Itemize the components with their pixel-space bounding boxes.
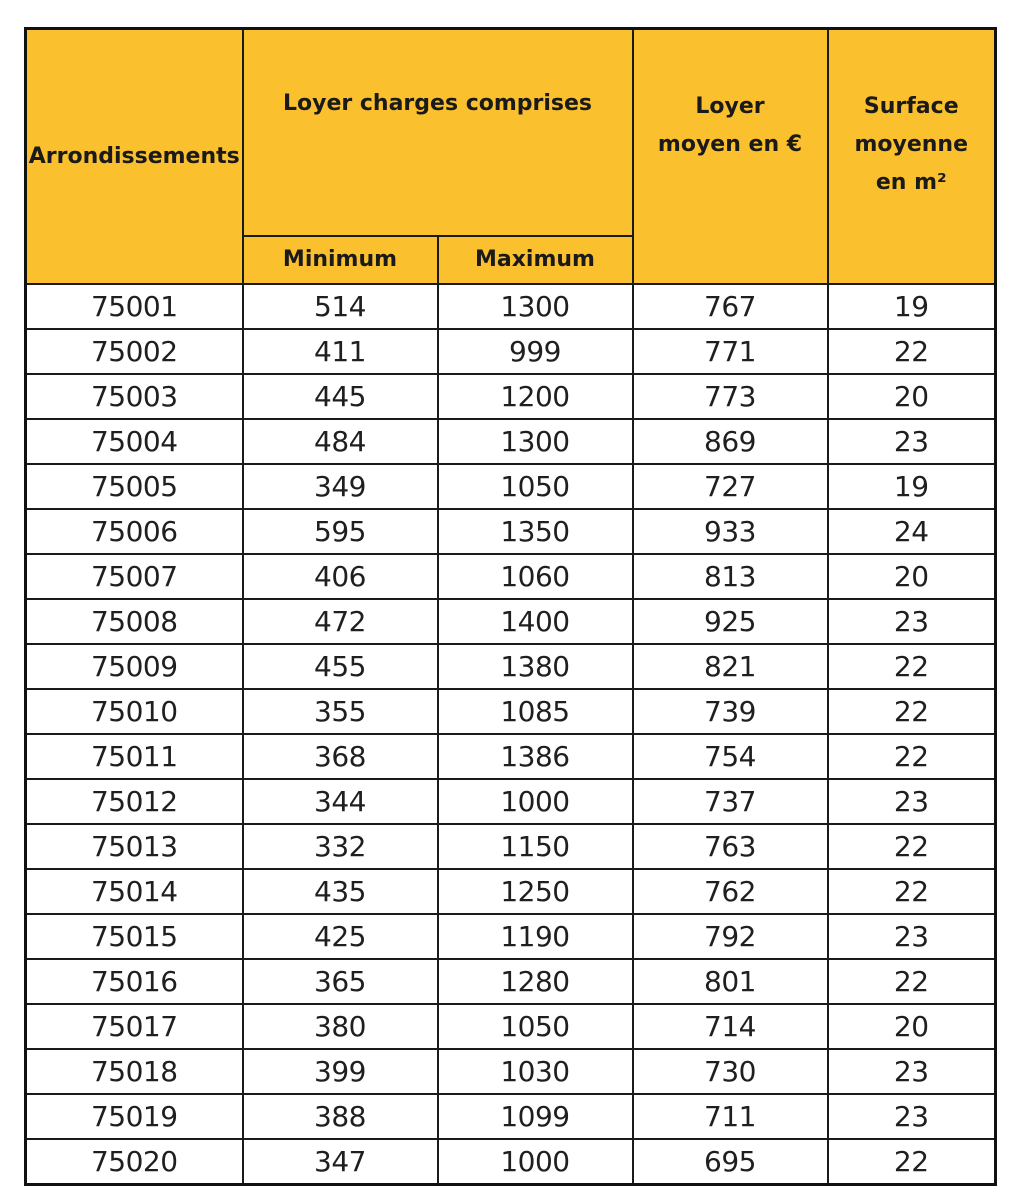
cell-maximum: 1400 xyxy=(438,599,633,644)
table-row xyxy=(26,464,996,509)
cell-minimum: 368 xyxy=(243,734,438,779)
cell-arrondissement: 75005 xyxy=(26,464,243,509)
header-loyer-charges xyxy=(243,29,633,237)
cell-loyer-moyen: 767 xyxy=(633,284,828,329)
cell-maximum: 1300 xyxy=(438,284,633,329)
table-row xyxy=(26,824,996,869)
cell-surface: 20 xyxy=(828,374,996,419)
cell-maximum: 1000 xyxy=(438,1139,633,1185)
cell-arrondissement: 75019 xyxy=(26,1094,243,1139)
cell-loyer-moyen: 727 xyxy=(633,464,828,509)
cell-loyer-moyen: 813 xyxy=(633,554,828,599)
cell-minimum: 472 xyxy=(243,599,438,644)
cell-minimum: 388 xyxy=(243,1094,438,1139)
table-row xyxy=(26,959,996,1004)
cell-loyer-moyen: 695 xyxy=(633,1139,828,1185)
rent-table-container xyxy=(24,27,994,1186)
cell-arrondissement: 75009 xyxy=(26,644,243,689)
cell-minimum: 406 xyxy=(243,554,438,599)
cell-loyer-moyen: 821 xyxy=(633,644,828,689)
cell-maximum: 1200 xyxy=(438,374,633,419)
cell-loyer-moyen: 739 xyxy=(633,689,828,734)
cell-minimum: 344 xyxy=(243,779,438,824)
cell-surface: 23 xyxy=(828,914,996,959)
table-row xyxy=(26,1094,996,1139)
cell-minimum: 425 xyxy=(243,914,438,959)
cell-maximum: 1085 xyxy=(438,689,633,734)
cell-maximum: 1350 xyxy=(438,509,633,554)
cell-maximum: 1380 xyxy=(438,644,633,689)
header-row xyxy=(26,29,996,237)
cell-maximum: 1050 xyxy=(438,1004,633,1049)
table-row xyxy=(26,509,996,554)
cell-loyer-moyen: 711 xyxy=(633,1094,828,1139)
cell-surface: 23 xyxy=(828,419,996,464)
cell-surface: 23 xyxy=(828,779,996,824)
table-body xyxy=(26,284,996,1185)
header-loyer-charges-label: Loyer charges comprises xyxy=(282,91,593,116)
cell-maximum: 1099 xyxy=(438,1094,633,1139)
header-surface-line3: en m² xyxy=(875,170,947,195)
cell-arrondissement: 75003 xyxy=(26,374,243,419)
header-surface xyxy=(828,29,996,285)
header-maximum xyxy=(438,236,633,284)
cell-arrondissement: 75010 xyxy=(26,689,243,734)
cell-maximum: 999 xyxy=(438,329,633,374)
cell-arrondissement: 75012 xyxy=(26,779,243,824)
header-loyer-moyen-line2: moyen en € xyxy=(657,132,803,157)
table-row xyxy=(26,689,996,734)
cell-arrondissement: 75006 xyxy=(26,509,243,554)
cell-surface: 22 xyxy=(828,824,996,869)
table-row xyxy=(26,869,996,914)
table-row xyxy=(26,284,996,329)
header-arrondissements xyxy=(26,29,243,285)
cell-surface: 24 xyxy=(828,509,996,554)
cell-minimum: 399 xyxy=(243,1049,438,1094)
cell-arrondissement: 75004 xyxy=(26,419,243,464)
cell-maximum: 1300 xyxy=(438,419,633,464)
cell-minimum: 455 xyxy=(243,644,438,689)
cell-minimum: 411 xyxy=(243,329,438,374)
table-row xyxy=(26,914,996,959)
cell-arrondissement: 75020 xyxy=(26,1139,243,1185)
cell-maximum: 1250 xyxy=(438,869,633,914)
cell-arrondissement: 75015 xyxy=(26,914,243,959)
cell-minimum: 445 xyxy=(243,374,438,419)
cell-loyer-moyen: 754 xyxy=(633,734,828,779)
cell-loyer-moyen: 925 xyxy=(633,599,828,644)
cell-maximum: 1150 xyxy=(438,824,633,869)
cell-surface: 19 xyxy=(828,284,996,329)
cell-maximum: 1050 xyxy=(438,464,633,509)
cell-loyer-moyen: 763 xyxy=(633,824,828,869)
cell-maximum: 1030 xyxy=(438,1049,633,1094)
cell-arrondissement: 75002 xyxy=(26,329,243,374)
cell-minimum: 332 xyxy=(243,824,438,869)
header-surface-line2: moyenne xyxy=(854,132,969,157)
table-row xyxy=(26,329,996,374)
cell-minimum: 435 xyxy=(243,869,438,914)
cell-minimum: 380 xyxy=(243,1004,438,1049)
cell-arrondissement: 75017 xyxy=(26,1004,243,1049)
cell-minimum: 595 xyxy=(243,509,438,554)
cell-loyer-moyen: 762 xyxy=(633,869,828,914)
table-row xyxy=(26,1139,996,1185)
cell-maximum: 1386 xyxy=(438,734,633,779)
table-row xyxy=(26,554,996,599)
header-minimum xyxy=(243,236,438,284)
cell-arrondissement: 75001 xyxy=(26,284,243,329)
table-row xyxy=(26,419,996,464)
cell-maximum: 1000 xyxy=(438,779,633,824)
header-loyer-moyen xyxy=(633,29,828,285)
cell-minimum: 355 xyxy=(243,689,438,734)
cell-arrondissement: 75013 xyxy=(26,824,243,869)
cell-minimum: 514 xyxy=(243,284,438,329)
cell-surface: 19 xyxy=(828,464,996,509)
cell-surface: 20 xyxy=(828,554,996,599)
table-row xyxy=(26,1004,996,1049)
cell-loyer-moyen: 869 xyxy=(633,419,828,464)
cell-surface: 23 xyxy=(828,599,996,644)
cell-loyer-moyen: 773 xyxy=(633,374,828,419)
header-arrondissements-label: Arrondissements xyxy=(28,143,240,169)
cell-maximum: 1060 xyxy=(438,554,633,599)
table-row xyxy=(26,1049,996,1094)
table-row xyxy=(26,644,996,689)
header-minimum-label: Minimum xyxy=(282,247,398,272)
cell-loyer-moyen: 801 xyxy=(633,959,828,1004)
cell-surface: 23 xyxy=(828,1094,996,1139)
cell-loyer-moyen: 714 xyxy=(633,1004,828,1049)
cell-surface: 22 xyxy=(828,329,996,374)
cell-loyer-moyen: 730 xyxy=(633,1049,828,1094)
cell-surface: 22 xyxy=(828,689,996,734)
cell-minimum: 365 xyxy=(243,959,438,1004)
cell-minimum: 484 xyxy=(243,419,438,464)
cell-arrondissement: 75011 xyxy=(26,734,243,779)
cell-surface: 20 xyxy=(828,1004,996,1049)
header-loyer-moyen-line1: Loyer xyxy=(695,94,765,119)
table-row xyxy=(26,599,996,644)
cell-loyer-moyen: 933 xyxy=(633,509,828,554)
cell-arrondissement: 75016 xyxy=(26,959,243,1004)
table-row xyxy=(26,779,996,824)
header-maximum-label: Maximum xyxy=(475,247,595,272)
cell-loyer-moyen: 771 xyxy=(633,329,828,374)
cell-maximum: 1280 xyxy=(438,959,633,1004)
cell-maximum: 1190 xyxy=(438,914,633,959)
cell-minimum: 349 xyxy=(243,464,438,509)
cell-surface: 22 xyxy=(828,869,996,914)
cell-arrondissement: 75007 xyxy=(26,554,243,599)
cell-surface: 22 xyxy=(828,1139,996,1185)
table-row xyxy=(26,734,996,779)
table-row xyxy=(26,374,996,419)
rent-table xyxy=(24,27,997,1186)
cell-arrondissement: 75014 xyxy=(26,869,243,914)
cell-arrondissement: 75018 xyxy=(26,1049,243,1094)
cell-surface: 22 xyxy=(828,644,996,689)
cell-surface: 23 xyxy=(828,1049,996,1094)
cell-arrondissement: 75008 xyxy=(26,599,243,644)
cell-minimum: 347 xyxy=(243,1139,438,1185)
cell-surface: 22 xyxy=(828,734,996,779)
cell-loyer-moyen: 792 xyxy=(633,914,828,959)
cell-loyer-moyen: 737 xyxy=(633,779,828,824)
cell-surface: 22 xyxy=(828,959,996,1004)
header-surface-line1: Surface xyxy=(863,94,959,119)
